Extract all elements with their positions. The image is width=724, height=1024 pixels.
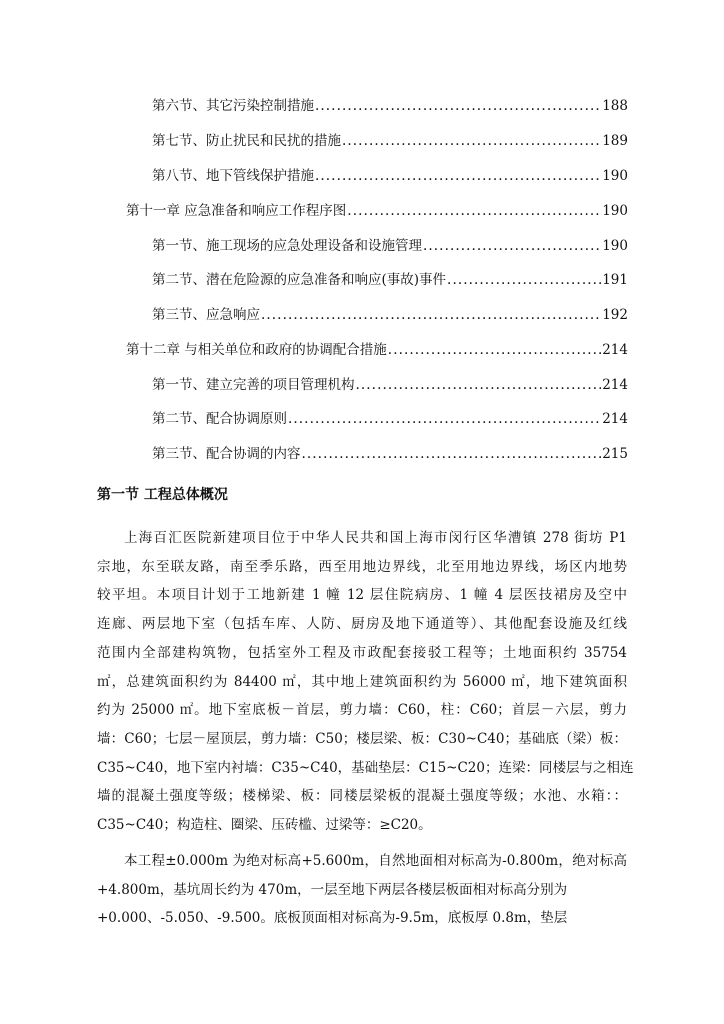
paragraph-line: 约为 25000 ㎡。地下室底板－首层，剪力墙：C60，柱：C60；首层－六层，剪力 <box>97 702 627 719</box>
toc-entry-title: 第二节、潜在危险源的应急准备和响应(事故)事件 <box>152 272 447 288</box>
toc-entry-page: 190 <box>602 168 628 184</box>
toc-dot-leader <box>315 97 601 115</box>
toc-entry-title: 第三节、配合协调的内容 <box>152 446 301 462</box>
toc-dot-leader <box>388 341 601 359</box>
toc-dot-leader <box>342 132 601 150</box>
toc-entry-page: 189 <box>602 133 628 149</box>
toc-entry[interactable] <box>152 132 628 150</box>
toc-dot-leader <box>302 445 602 463</box>
toc-entry-page: 191 <box>602 272 628 288</box>
toc-entry[interactable] <box>152 445 628 463</box>
toc-entry[interactable] <box>152 271 628 289</box>
paragraph-line: 宗地，东至联友路，南至季乐路，西至用地边界线，北至用地边界线，场区内地势 <box>97 558 627 575</box>
toc-entry-title: 第六节、其它污染控制措施 <box>152 98 314 114</box>
paragraph-line: 本工程±0.000m 为绝对标高+5.600m，自然地面相对标高为-0.800m，绝对标高 <box>124 853 627 869</box>
toc-entry-title: 第三节、应急响应 <box>152 307 260 323</box>
paragraph-line: 墙的混凝土强度等级；楼梯梁、板：同楼层梁板的混凝土强度等级；水池、水箱：： <box>97 788 627 805</box>
project-overview-paragraph <box>97 524 634 840</box>
toc-chapter-entry[interactable] <box>126 202 628 220</box>
toc-dot-leader <box>261 306 601 324</box>
toc-entry-page: 214 <box>602 342 628 358</box>
toc-entry-title: 第一节、建立完善的项目管理机构 <box>152 377 355 393</box>
toc-entry-page: 214 <box>602 411 628 427</box>
toc-dot-leader <box>423 237 601 255</box>
toc-dot-leader <box>356 376 602 394</box>
toc-entry-page: 190 <box>602 203 628 219</box>
toc-entry[interactable] <box>152 376 628 394</box>
toc-dot-leader <box>288 410 601 428</box>
paragraph-line: 墙：C60；七层－屋顶层，剪力墙：C50；楼层梁、板：C30~C40；基础底（梁）板： <box>97 730 627 747</box>
toc-entry-title: 第八节、地下管线保护措施 <box>152 168 314 184</box>
toc-dot-leader <box>447 271 601 289</box>
elevation-paragraph <box>97 847 627 933</box>
toc-entry-page: 188 <box>602 98 628 114</box>
paragraph-line: 上海百汇医院新建项目位于中华人民共和国上海市闵行区华漕镇 278 街坊 P1 <box>124 530 627 546</box>
toc-entry-title: 第七节、防止扰民和民扰的措施 <box>152 133 341 149</box>
toc-entry-title: 第一节、施工现场的应急处理设备和设施管理 <box>152 238 422 254</box>
toc-dot-leader <box>315 167 601 185</box>
toc-entry-page: 190 <box>602 238 628 254</box>
section-heading: 第一节 工程总体概况 <box>97 487 228 503</box>
paragraph-line: 范围内全部建构筑物，包括室外工程及市政配套接驳工程等；土地面积约 35754 <box>97 644 627 661</box>
toc-entry-page: 214 <box>602 377 628 393</box>
toc-dot-leader <box>347 202 601 220</box>
paragraph-line: +0.000、-5.050、-9.500。底板顶面相对标高为-9.5m，底板厚 0.8m，垫层 <box>97 910 568 927</box>
paragraph-line: ㎡，总建筑面积约为 84400 ㎡，其中地上建筑面积约为 56000 ㎡，地下建筑面积 <box>97 673 627 690</box>
toc-entry-title: 第十一章 应急准备和响应工作程序图 <box>126 203 347 219</box>
toc-entry-page: 192 <box>602 307 628 323</box>
paragraph-line: C35~C40；构造柱、圈梁、压砖槛、过梁等：≥C20。 <box>97 817 432 834</box>
paragraph-line: 较平坦。本项目计划于工地新建 1 幢 12 层住院病房、1 幢 4 层医技裙房及空中 <box>97 587 627 604</box>
toc-entry-title: 第十二章 与相关单位和政府的协调配合措施 <box>126 342 387 358</box>
paragraph-line: C35~C40，地下室内衬墙：C35~C40，基础垫层：C15~C20；连梁：同楼层与之相连 <box>97 759 634 776</box>
toc-entry[interactable] <box>152 237 628 255</box>
toc-entry[interactable] <box>152 167 628 185</box>
toc-entry[interactable] <box>152 97 628 115</box>
paragraph-line: +4.800m，基坑周长约为 470m，一层至地下两层各楼层板面相对标高分别为 <box>97 881 568 898</box>
paragraph-line: 连廊、两层地下室（包括车库、人防、厨房及地下通道等）、其他配套设施及红线 <box>97 616 627 633</box>
toc-chapter-entry[interactable] <box>126 341 628 359</box>
toc-entry[interactable] <box>152 410 628 428</box>
toc-entry[interactable] <box>152 306 628 324</box>
toc-entry-title: 第二节、配合协调原则 <box>152 411 287 427</box>
toc-entry-page: 215 <box>602 446 628 462</box>
